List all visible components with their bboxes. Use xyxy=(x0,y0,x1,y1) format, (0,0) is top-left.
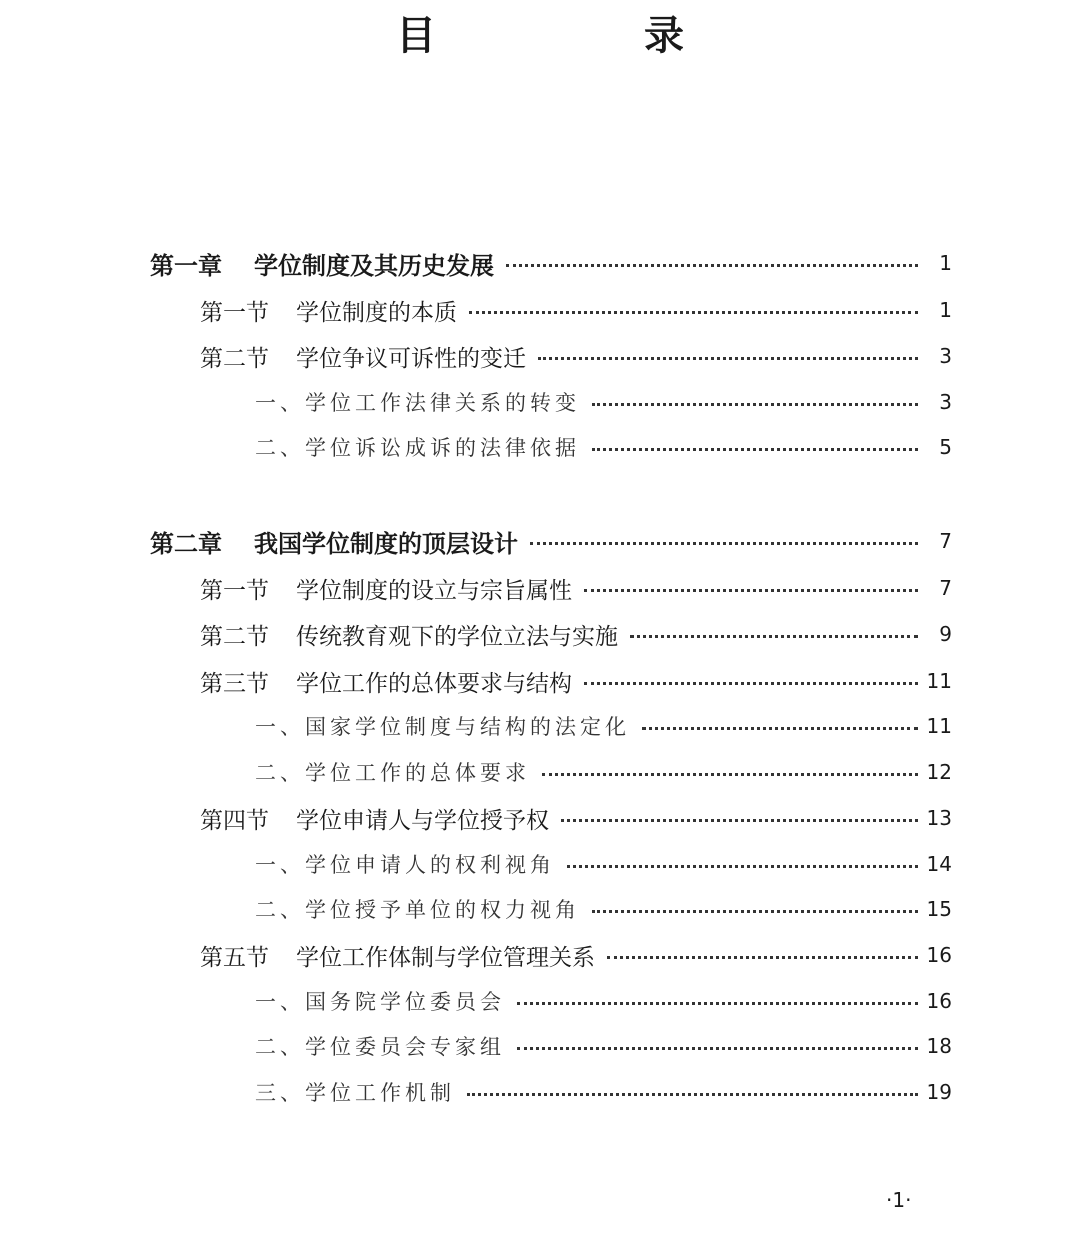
toc-entry-title: 学位授予单位的权力视角 xyxy=(305,898,580,922)
toc-entry-label xyxy=(255,711,630,741)
toc-entry-page: 7 xyxy=(939,529,952,553)
toc-entry-label xyxy=(200,294,457,327)
toc-entry-number: 二、 xyxy=(255,898,305,922)
toc-entry-label xyxy=(255,387,580,417)
toc-entry-number: 一、 xyxy=(255,715,305,739)
toc-entry-label xyxy=(200,665,572,698)
toc-entry-number: 二、 xyxy=(255,761,305,785)
toc-chapter-entry[interactable] xyxy=(150,521,952,561)
toc-entry-title: 学位制度的设立与宗旨属性 xyxy=(296,577,572,604)
page-number: ·1· xyxy=(886,1188,912,1212)
toc-entry-label xyxy=(200,618,618,651)
toc-entry-label xyxy=(200,340,526,373)
toc-section-entry[interactable] xyxy=(200,661,952,701)
toc-chapter-entry[interactable] xyxy=(150,243,952,283)
toc-entry-page: 15 xyxy=(926,897,952,921)
toc-leader-dots xyxy=(506,264,918,267)
toc-leader-dots xyxy=(642,727,918,730)
toc-entry-page: 9 xyxy=(939,622,952,646)
toc-entry-title: 学位申请人与学位授予权 xyxy=(296,807,549,834)
toc-leader-dots xyxy=(584,589,918,592)
toc-section-entry[interactable] xyxy=(200,935,952,975)
toc-leader-dots xyxy=(542,773,918,776)
toc-leader-dots xyxy=(469,311,918,314)
toc-entry-title: 学位争议可诉性的变迁 xyxy=(296,345,526,372)
toc-entry-number: 三、 xyxy=(255,1081,305,1105)
toc-leader-dots xyxy=(592,910,918,913)
toc-entry-number: 第五节 xyxy=(200,944,269,971)
toc-item-entry[interactable] xyxy=(255,889,952,929)
toc-entry-label xyxy=(200,802,549,835)
toc-item-entry[interactable] xyxy=(255,752,952,792)
toc-leader-dots xyxy=(592,448,918,451)
toc-item-entry[interactable] xyxy=(255,427,952,467)
toc-section-entry[interactable] xyxy=(200,336,952,376)
toc-item-entry[interactable] xyxy=(255,1072,952,1112)
toc-entry-number: 第四节 xyxy=(200,807,269,834)
toc-entry-label xyxy=(150,246,494,281)
toc-entry-title: 学位诉讼成诉的法律依据 xyxy=(305,436,580,460)
toc-entry-number: 一、 xyxy=(255,853,305,877)
toc-entry-page: 14 xyxy=(926,852,952,876)
toc-leader-dots xyxy=(607,956,918,959)
toc-entry-label xyxy=(200,572,572,605)
toc-section-entry[interactable] xyxy=(200,614,952,654)
toc-leader-dots xyxy=(538,357,918,360)
toc-entry-label xyxy=(255,894,580,924)
toc-leader-dots xyxy=(517,1002,918,1005)
toc-section-entry[interactable] xyxy=(200,798,952,838)
toc-entry-label xyxy=(255,432,580,462)
toc-entry-label xyxy=(255,849,555,879)
toc-entry-page: 11 xyxy=(926,714,952,738)
toc-entry-label xyxy=(255,1031,505,1061)
toc-leader-dots xyxy=(467,1093,918,1096)
toc-entry-title: 国家学位制度与结构的法定化 xyxy=(305,715,630,739)
toc-item-entry[interactable] xyxy=(255,706,952,746)
toc-entry-title: 学位工作体制与学位管理关系 xyxy=(296,944,595,971)
toc-entry-page: 13 xyxy=(926,806,952,830)
toc-section-entry[interactable] xyxy=(200,290,952,330)
toc-entry-page: 3 xyxy=(939,390,952,414)
toc-item-entry[interactable] xyxy=(255,981,952,1021)
toc-entry-title: 国务院学位委员会 xyxy=(305,990,505,1014)
toc-item-entry[interactable] xyxy=(255,382,952,422)
toc-entry-page: 1 xyxy=(939,251,952,275)
toc-entry-label xyxy=(255,986,505,1016)
toc-leader-dots xyxy=(530,542,918,545)
toc-entry-label xyxy=(150,524,518,559)
toc-entry-title: 学位申请人的权利视角 xyxy=(305,853,555,877)
toc-entry-number: 二、 xyxy=(255,436,305,460)
toc-section-entry[interactable] xyxy=(200,568,952,608)
toc-entry-page: 7 xyxy=(939,576,952,600)
toc-entry-page: 16 xyxy=(926,989,952,1013)
toc-item-entry[interactable] xyxy=(255,844,952,884)
toc-item-entry[interactable] xyxy=(255,1026,952,1066)
toc-entry-number: 第一章 xyxy=(150,250,222,280)
toc-entry-number: 第二节 xyxy=(200,345,269,372)
toc-entry-page: 19 xyxy=(926,1080,952,1104)
toc-entry-title: 学位工作的总体要求与结构 xyxy=(296,670,572,697)
toc-entry-number: 一、 xyxy=(255,990,305,1014)
toc-entry-number: 第二节 xyxy=(200,623,269,650)
toc-entry-number: 第二章 xyxy=(150,528,222,558)
toc-entry-title: 学位委员会专家组 xyxy=(305,1035,505,1059)
toc-leader-dots xyxy=(630,635,918,638)
toc-leader-dots xyxy=(592,403,918,406)
toc-entry-number: 二、 xyxy=(255,1035,305,1059)
toc-entry-page: 16 xyxy=(926,943,952,967)
toc-entry-label xyxy=(200,939,595,972)
toc-entry-title: 我国学位制度的顶层设计 xyxy=(254,528,518,558)
page-title: 目 录 xyxy=(396,12,768,59)
toc-entry-label xyxy=(255,1077,455,1107)
toc-entry-number: 第一节 xyxy=(200,299,269,326)
toc-entry-page: 12 xyxy=(926,760,952,784)
toc-entry-page: 11 xyxy=(926,669,952,693)
toc-entry-page: 1 xyxy=(939,298,952,322)
toc-entry-number: 第一节 xyxy=(200,577,269,604)
toc-entry-title: 学位制度及其历史发展 xyxy=(254,250,494,280)
toc-entry-title: 学位工作机制 xyxy=(305,1081,455,1105)
toc-leader-dots xyxy=(584,682,918,685)
toc-entry-title: 学位工作的总体要求 xyxy=(305,761,530,785)
toc-entry-page: 3 xyxy=(939,344,952,368)
toc-entry-page: 18 xyxy=(926,1034,952,1058)
toc-leader-dots xyxy=(561,819,918,822)
toc-entry-number: 第三节 xyxy=(200,670,269,697)
toc-leader-dots xyxy=(517,1047,918,1050)
toc-entry-title: 学位制度的本质 xyxy=(296,299,457,326)
toc-entry-label xyxy=(255,757,530,787)
toc-entry-title: 学位工作法律关系的转变 xyxy=(305,391,580,415)
toc-entry-title: 传统教育观下的学位立法与实施 xyxy=(296,623,618,650)
toc-leader-dots xyxy=(567,865,918,868)
toc-entry-number: 一、 xyxy=(255,391,305,415)
toc-entry-page: 5 xyxy=(939,435,952,459)
